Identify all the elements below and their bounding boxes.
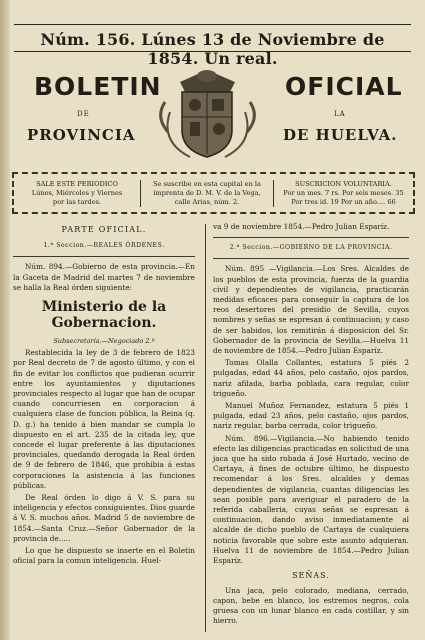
coat-of-arms-icon: [150, 62, 265, 162]
subsection-title-2: 2.ª Seccion.—GOBIERNO DE LA PROVINCIA.: [229, 244, 393, 252]
subscription-prices: SUSCRICION VOLUNTARIA. Por un mes. 7 rs. Por seis meses. 35 Por tres id. 19 Por un año.... 66: [283, 180, 404, 206]
insertion-note: Lo que he dispuesto se inserte en el Boletin oficial para la comun inteligencia. Huel-: [13, 546, 195, 566]
title-de: DE: [77, 110, 90, 118]
section-rule-2: [213, 258, 409, 259]
order-895-text: Núm. 895 —Vigilancia.—Los Sres. Alcaldes de los pueblos de esta provincia, fuerza de la guardia civil y dependientes de vigilancia, practicarán medidas eficaces para conseguir la captura de los reos desertores del presidio de Sevilla, cuyos nombres y señas se espresan á continuacion; y caso de ser habidos, los remitirán á disposicion del Sr. Gobernador de la provincia de Sevilla.—Huelva 11 de noviembre de 1854.—Pedro Julian Esparíz.: [213, 264, 409, 356]
top-rule: [14, 24, 411, 25]
issue-rule: [14, 51, 411, 52]
order-896-text: Núm. 896.—Vigilancia.—No habiendo tenido efecto las diligencias practicadas en solicitud de una jaca que ha sido robada á José Hurtado, vecino de Cartaya, á fines de octubre último, he dispuesto recomendar á los Sres. alcaldes y demas dependientes de vigilancia, cuantas diligencias les sean posible para averiguar el paradero de la referida caballeria, cuyas señas se espresan á continuacion, dando aviso inmediatamente al alcalde de dicho pueblo de Cartaya de cualquiera noticia favorable que sobre este asunto adquieran. Huelva 11 de noviembre de 1854.—Pedro Julian Esparíz.: [213, 433, 409, 566]
order-894-text: Núm. 894.—Gobierno de esta provincia.—En la Gaceta de Madrid del martes 7 de noviembre se halla la Real órden siguiente:: [13, 262, 195, 292]
title-provincia: PROVINCIA: [27, 126, 136, 144]
publication-schedule: SALE ESTE PERIODICO Lúnes, Miércoles y Viernes por las tardes.: [31, 180, 123, 206]
signature-continuation: va 9 de noviembre 1854.—Pedro Julian Esparíz.: [213, 222, 390, 231]
horse-description: Una jaca, pelo colorado, mediana, cerrado, capon, bebe en blanco, los estremos negros, cola gruesa con un lunar blanco en cada costillar, y sin hierro.: [213, 585, 409, 626]
senas-heading: SEÑAS.: [292, 571, 330, 581]
deserter-2-description: Manuel Muñoz Fernandez, estatura 5 piés 1 pulgada, edad 23 años, pelo castaño, ojos pardos, nariz regular, barba cerrada, color trigueño.: [213, 401, 409, 431]
left-column: [13, 222, 195, 568]
subsection-rule: [13, 256, 195, 257]
section-title: PARTE OFICIAL.: [61, 225, 147, 234]
royal-order-text: De Real órden lo digo á V. S. para su inteligencia y efectos consiguientes. Dios guarde á V. S. muchos años. Madrid 5 de noviembre de 1854.—Santa Cruz.—Señor Gobernador de la provincia de.....: [13, 493, 195, 543]
subscription-info-box: [12, 172, 415, 214]
right-column: [213, 222, 409, 628]
section-rule: [213, 237, 409, 238]
title-la: LA: [334, 110, 346, 118]
column-divider: [205, 224, 206, 632]
decree-text: Restablecida la ley de 3 de febrero de 1823 por Real decreto de 7 de agosto último, y con el fin de evitar los conflictos que pudieran ocurrir entre los ayuntamientos y diputaciones provinciales respecto al lugar que han de ocupar cuando concurriesen en corporacion á cualquiera clase de funcion pública, la Reina (q. D. g.) ha tenido á bien mandar se cumpla lo dispuesto en el art. 235 de la citada ley, que concede el lugar preferente á las diputaciones provinciales, quedando derogada la Real órden de 9 de febrero de 1846, que prohibia á estas corporaciones la asistencia á las funciones públicas.: [13, 348, 195, 490]
title-huelva: DE HUELVA.: [283, 126, 398, 144]
title-boletin: BOLETIN: [34, 72, 162, 101]
subscription-location: Se suscribe en esta capital en la imprenta de D. M. V. de la Vega, calle Arias, núm. 2.: [140, 180, 274, 207]
deserter-1-description: Tomas Olalla Collantes, estatura 5 piés 2 pulgadas, edad 44 años, pelo castaño, ojos pardos, nariz afilada, barba poblada, cara regular, color trigueño.: [213, 358, 409, 398]
subsection-title: 1.ª Seccion.—REALES ÓRDENES.: [43, 242, 165, 250]
issue-line: Núm. 156. Lúnes 13 de Noviembre de 1854. Un real.: [40, 30, 385, 68]
ministry-heading: Ministerio de la Gobernacion.: [41, 299, 167, 332]
title-oficial: OFICIAL: [285, 72, 403, 101]
page-spine-shadow: [0, 0, 10, 640]
ministry-subheading: Subsecretaría.—Negociado 2.º: [53, 337, 155, 346]
